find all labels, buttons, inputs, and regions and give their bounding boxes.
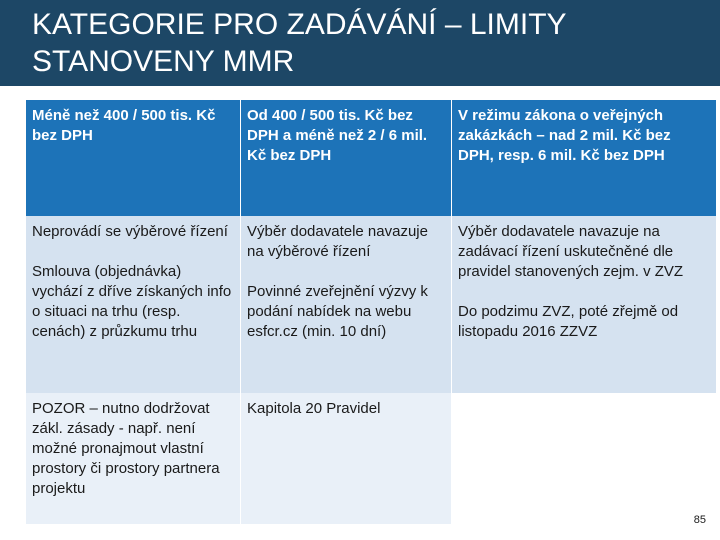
table-row <box>26 216 717 393</box>
cell-high-empty <box>452 393 717 524</box>
slide-title-line2: STANOVENY MMR <box>32 45 295 78</box>
cell-high-p2: Do podzimu ZVZ, poté zřejmě od listopadu 2016 ZZVZ <box>458 303 679 340</box>
cell-low-p2: Smlouva (objednávka) vychází z dříve získaných info o situaci na trhu (resp. cenách) z průzkumu trhu <box>32 263 232 340</box>
header-cell-mid: Od 400 / 500 tis. Kč bez DPH a méně než 2 / 6 mil. Kč bez DPH <box>241 100 452 216</box>
cell-mid-p2: Povinné zveřejnění výzvy k podání nabídek na webu esfcr.cz (min. 10 dní) <box>247 283 428 340</box>
cell-mid-rules <box>241 216 452 393</box>
table-row <box>26 393 717 524</box>
slide-title <box>32 6 692 80</box>
slide-title-line1: KATEGORIE PRO ZADÁVÁNÍ – LIMITY <box>32 8 567 41</box>
limits-table <box>26 100 684 524</box>
limits-table-grid <box>26 100 717 524</box>
header-cell-high: V režimu zákona o veřejných zakázkách – nad 2 mil. Kč bez DPH, resp. 6 mil. Kč bez DPH <box>452 100 717 216</box>
cell-high-p1: Výběr dodavatele navazuje na zadávací řízení uskutečněné dle pravidel stanovených zejm. v ZVZ <box>458 223 684 280</box>
cell-mid-chapter: Kapitola 20 Pravidel <box>241 393 452 524</box>
title-bar <box>0 0 720 86</box>
table-header-row <box>26 100 717 216</box>
cell-low-rules <box>26 216 241 393</box>
cell-mid-p1: Výběr dodavatele navazuje na výběrové řízení <box>247 223 428 260</box>
header-cell-low: Méně než 400 / 500 tis. Kč bez DPH <box>26 100 241 216</box>
page-number: 85 <box>693 514 706 526</box>
cell-low-warning: POZOR – nutno dodržovat zákl. zásady - např. není možné pronajmout vlastní prostory či prostory partnera projektu <box>26 393 241 524</box>
cell-low-p1: Neprovádí se výběrové řízení <box>32 223 228 240</box>
cell-high-rules <box>452 216 717 393</box>
